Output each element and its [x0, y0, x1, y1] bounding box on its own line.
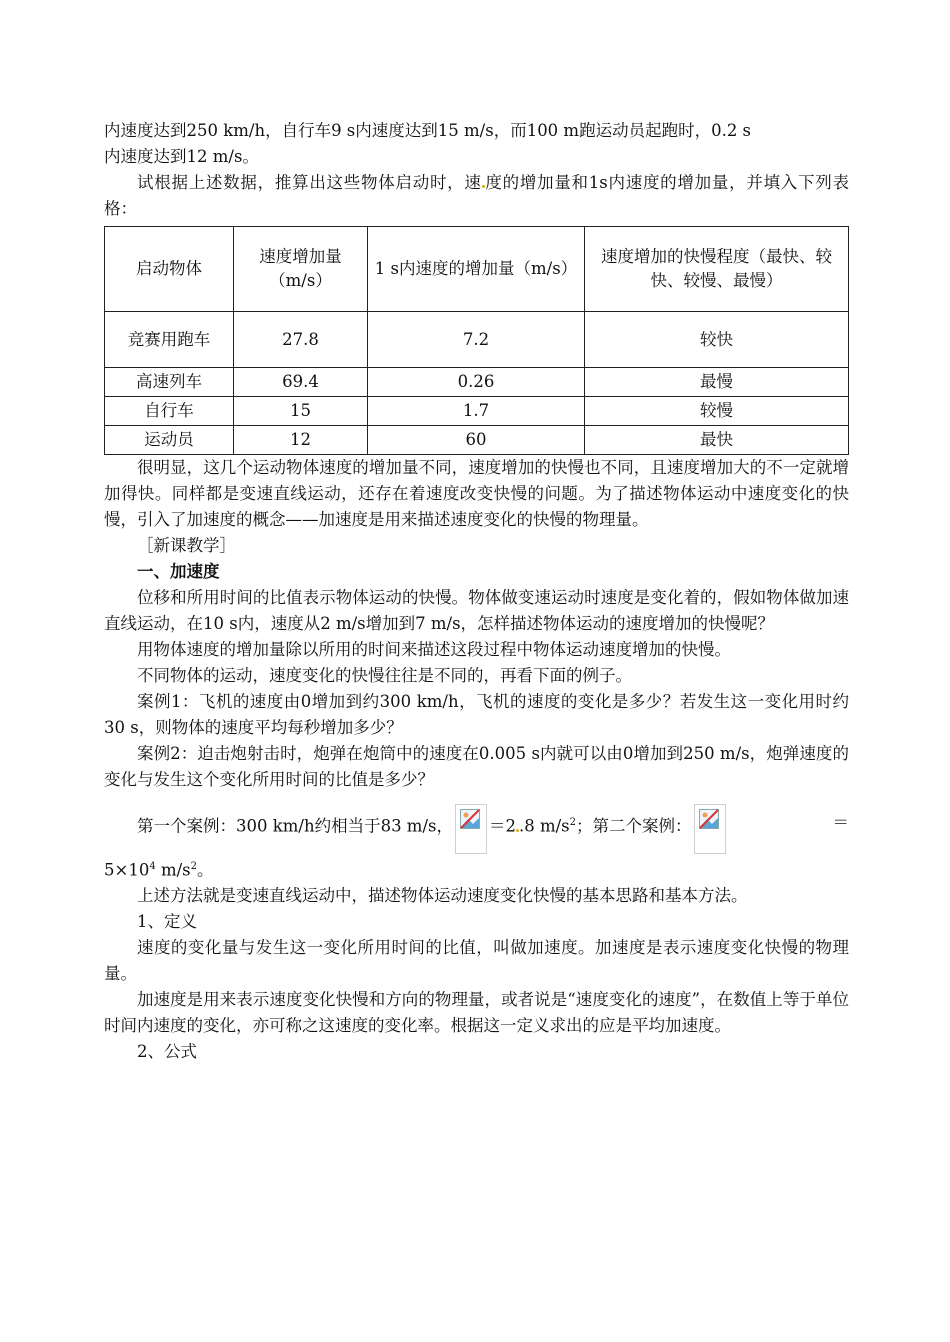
subheading-formula: 2、公式: [137, 1042, 197, 1061]
table-cell: 最慢: [585, 368, 849, 397]
table-cell: 12: [234, 426, 368, 455]
paragraph: 用物体速度的增加量除以所用的时间来描述这段过程中物体运动速度增加的快慢。: [137, 640, 731, 659]
table-header-row: [105, 227, 849, 312]
document-page: [104, 118, 849, 1065]
table-cell: 0.26: [368, 368, 585, 397]
header-cell: 1 s内速度的增加量（m/s）: [368, 227, 585, 312]
table-cell: 7.2: [368, 312, 585, 368]
paragraph: 上述方法就是变速直线运动中，描述物体运动速度变化快慢的基本思路和基本方法。: [137, 886, 748, 905]
table-row: [105, 426, 849, 455]
speed-table: [104, 226, 849, 455]
section-label: ［新课教学］: [137, 536, 236, 555]
case-2: 案例2：迫击炮射击时，炮弹在炮筒中的速度在0.005 s内就可以由0增加到250 m/s，炮弹速度的变化与发生这个变化所用时间的比值是多少？: [104, 744, 849, 789]
header-cell: 启动物体: [105, 227, 234, 312]
definition-paragraph: 加速度是用来表示速度变化快慢和方向的物理量，或者说是“速度变化的速度”，在数值上等于单位时间内速度的变化，亦可称之这速度的变化率。根据这一定义求出的应是平均加速度。: [104, 990, 849, 1035]
table-cell: 较慢: [585, 397, 849, 426]
table-row: [105, 368, 849, 397]
table-cell: 最快: [585, 426, 849, 455]
paragraph-after-table: 很明显，这几个运动物体速度的增加量不同，速度增加的快慢也不同，且速度增加大的不一定就增加得快。同样都是变速直线运动，还存在着速度改变快慢的问题。为了描述物体运动中速度变化的快慢，引入了加速度的概念——加速度是用来描述速度变化的快慢的物理量。: [104, 458, 849, 529]
subheading-definition: 1、定义: [137, 912, 197, 931]
table-cell: 27.8: [234, 312, 368, 368]
header-cell: 速度增加量（m/s）: [234, 227, 368, 312]
table-cell: 69.4: [234, 368, 368, 397]
table-row: [105, 397, 849, 426]
broken-image-icon: [694, 804, 726, 854]
table-cell: 运动员: [105, 426, 234, 455]
table-cell: 15: [234, 397, 368, 426]
calculation-line: 第一个案例：300 km/h约相当于83 m/s， ＝2 .8 $m/s^2$；第二个案例： ＝: [104, 797, 849, 854]
definition-paragraph: 速度的变化量与发生这一变化所用时间的比值，叫做加速度。加速度是表示速度变化快慢的物理量。: [104, 938, 849, 983]
paragraph: 不同物体的运动，速度变化的快慢往往是不同的，再看下面的例子。: [137, 666, 632, 685]
table-row: [105, 312, 849, 368]
intro-line-2: 内速度达到12 m/s。: [104, 147, 259, 166]
intro-line-1: 内速度达到250 km/h，自行车9 s内速度达到15 m/s，而100 m跑运动员起跑时，0.2 s: [104, 121, 752, 140]
broken-image-icon: [455, 804, 487, 854]
table-cell: 自行车: [105, 397, 234, 426]
paragraph: 位移和所用时间的比值表示物体运动的快慢。物体做变速运动时速度是变化着的，假如物体做加速直线运动，在10 s内，速度从2 m/s增加到7 m/s，怎样描述物体运动的速度增加的快慢呢？: [104, 588, 849, 633]
intro-paragraph: 试根据上述数据，推算出这些物体启动时，速 度的增加量和1s内速度的增加量，并填入下列表格：: [104, 173, 850, 218]
calculation-result: $5\times 10^4$ $m/s^2$。: [104, 860, 214, 879]
header-cell: 速度增加的快慢程度（最快、较快、较慢、最慢）: [585, 227, 849, 312]
table-cell: 较快: [585, 312, 849, 368]
table-cell: 竞赛用跑车: [105, 312, 234, 368]
table-cell: 1.7: [368, 397, 585, 426]
section-heading: 一、加速度: [137, 562, 220, 581]
case-1: 案例1：飞机的速度由0增加到约300 km/h，飞机的速度的变化是多少？若发生这一变化用时约30 s，则物体的速度平均每秒增加多少？: [104, 692, 849, 737]
table-cell: 60: [368, 426, 585, 455]
table-cell: 高速列车: [105, 368, 234, 397]
